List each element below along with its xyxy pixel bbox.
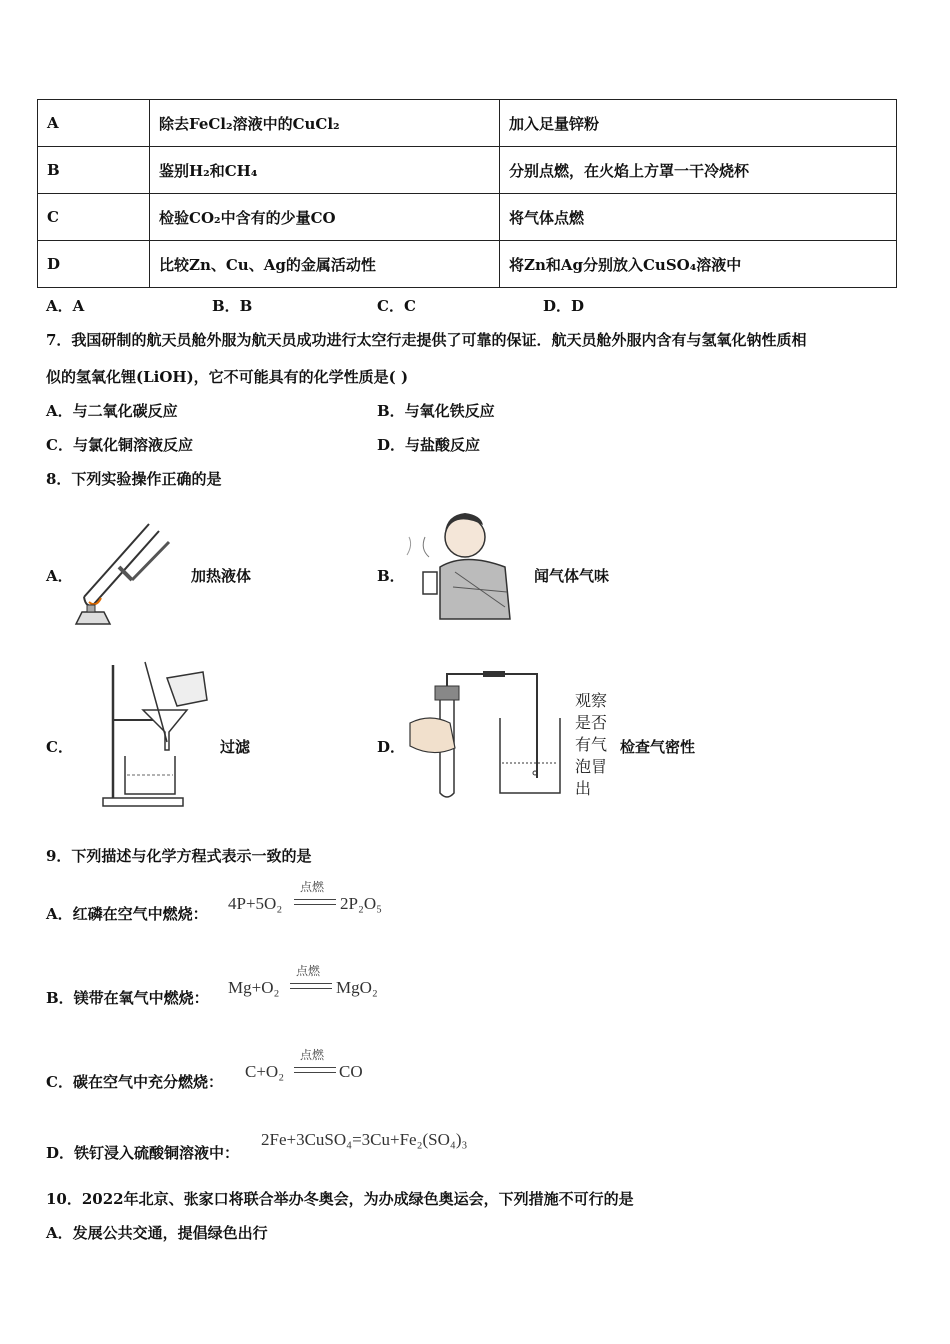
q8-option-d-letter[interactable]: D． — [377, 738, 406, 756]
q10-choice-a[interactable]: A．发展公共交通，提倡绿色出行 — [46, 1224, 268, 1242]
condition-label: 点燃 — [296, 964, 321, 978]
q10-stem: 10．2022年北京、张家口将联合举办冬奥会，为办成绿色奥运会，下列措施不可行的是 — [46, 1190, 634, 1208]
row-purpose: 比较Zn、Cu、Ag的金属活动性 — [150, 241, 500, 288]
q9-option-b-label[interactable]: B．镁带在氧气中燃烧： — [46, 989, 209, 1007]
table-row — [38, 194, 897, 241]
row-label: B — [38, 147, 150, 194]
row-method: 将Zn和Ag分别放入CuSO₄溶液中 — [500, 241, 897, 288]
row-label: D — [38, 241, 150, 288]
q7-choice-d[interactable]: D．与盐酸反应 — [377, 436, 481, 454]
row-purpose: 检验CO₂中含有的少量CO — [150, 194, 500, 241]
row-method: 加入足量锌粉 — [500, 100, 897, 147]
q9-stem: 9．下列描述与化学方程式表示一致的是 — [46, 847, 312, 865]
q9-option-c-label[interactable]: C．碳在空气中充分燃烧： — [46, 1073, 223, 1091]
q8-stem: 8．下列实验操作正确的是 — [46, 470, 222, 488]
equals-sign — [290, 983, 332, 989]
q7-choice-b[interactable]: B．与氧化铁反应 — [377, 402, 495, 420]
condition-label: 点燃 — [300, 880, 325, 894]
equals-sign — [294, 1067, 336, 1073]
row-label: C — [38, 194, 150, 241]
smelling-gas-figure — [405, 507, 515, 622]
options-table — [37, 99, 897, 288]
equation-right: MgO₂ — [336, 978, 378, 997]
q6-choice-d[interactable]: D．D — [543, 297, 585, 315]
q7-choice-a[interactable]: A．与二氧化碳反应 — [46, 402, 178, 420]
q9-option-a-label[interactable]: A．红磷在空气中燃烧： — [46, 905, 208, 923]
table-row — [38, 241, 897, 288]
q7-stem-line1: 7．我国研制的航天员舱外服为航天员成功进行太空行走提供了可靠的保证．航天员舱外服内含有与氢氧化钠性质相 — [46, 331, 807, 349]
row-label: A — [38, 100, 150, 147]
q8-option-d-caption: 检查气密性 — [620, 738, 696, 756]
equation-right: 2P₂O₅ — [340, 894, 383, 913]
figure-d-note — [575, 690, 607, 800]
q8-option-c-letter[interactable]: C． — [46, 738, 73, 756]
table-row — [38, 100, 897, 147]
note-line: 观察 — [575, 691, 608, 710]
q8-option-a-caption: 加热液体 — [191, 567, 252, 585]
heating-liquid-figure — [74, 512, 184, 632]
equation-right: CO — [339, 1062, 363, 1081]
q8-option-c-caption: 过滤 — [220, 738, 251, 756]
equation-left: C+O₂ — [245, 1062, 285, 1081]
note-line: 是否 — [575, 713, 608, 732]
note-line: 出 — [575, 779, 592, 798]
q9-option-d-label[interactable]: D．铁钉浸入硫酸铜溶液中： — [46, 1144, 240, 1162]
row-purpose: 鉴别H₂和CH₄ — [150, 147, 500, 194]
table-row — [38, 147, 897, 194]
condition-label: 点燃 — [300, 1048, 325, 1062]
q6-choice-a[interactable]: A．A — [46, 297, 85, 315]
q6-choice-b[interactable]: B．B — [212, 297, 253, 315]
q6-choice-c[interactable]: C．C — [377, 297, 416, 315]
q7-stem-line2: 似的氢氧化锂(LiOH)，它不可能具有的化学性质是( ) — [46, 368, 409, 386]
q7-choice-c[interactable]: C．与氯化铜溶液反应 — [46, 436, 193, 454]
equals-sign — [294, 899, 336, 905]
airtightness-figure — [405, 668, 575, 803]
equation-left: 4P+5O₂ — [228, 894, 283, 913]
row-purpose: 除去FeCl₂溶液中的CuCl₂ — [150, 100, 500, 147]
note-line: 泡冒 — [575, 757, 608, 776]
q8-option-a-letter[interactable]: A． — [46, 567, 73, 585]
equation-full: 2Fe+3CuSO₄=3Cu+Fe₂(SO₄)₃ — [261, 1130, 468, 1149]
row-method: 分别点燃，在火焰上方罩一干冷烧杯 — [500, 147, 897, 194]
equation-left: Mg+O₂ — [228, 978, 280, 997]
row-method: 将气体点燃 — [500, 194, 897, 241]
q8-option-b-letter[interactable]: B． — [377, 567, 405, 585]
q8-option-b-caption: 闻气体气味 — [534, 567, 610, 585]
note-line: 有气 — [575, 735, 608, 754]
filtration-figure — [95, 660, 215, 810]
